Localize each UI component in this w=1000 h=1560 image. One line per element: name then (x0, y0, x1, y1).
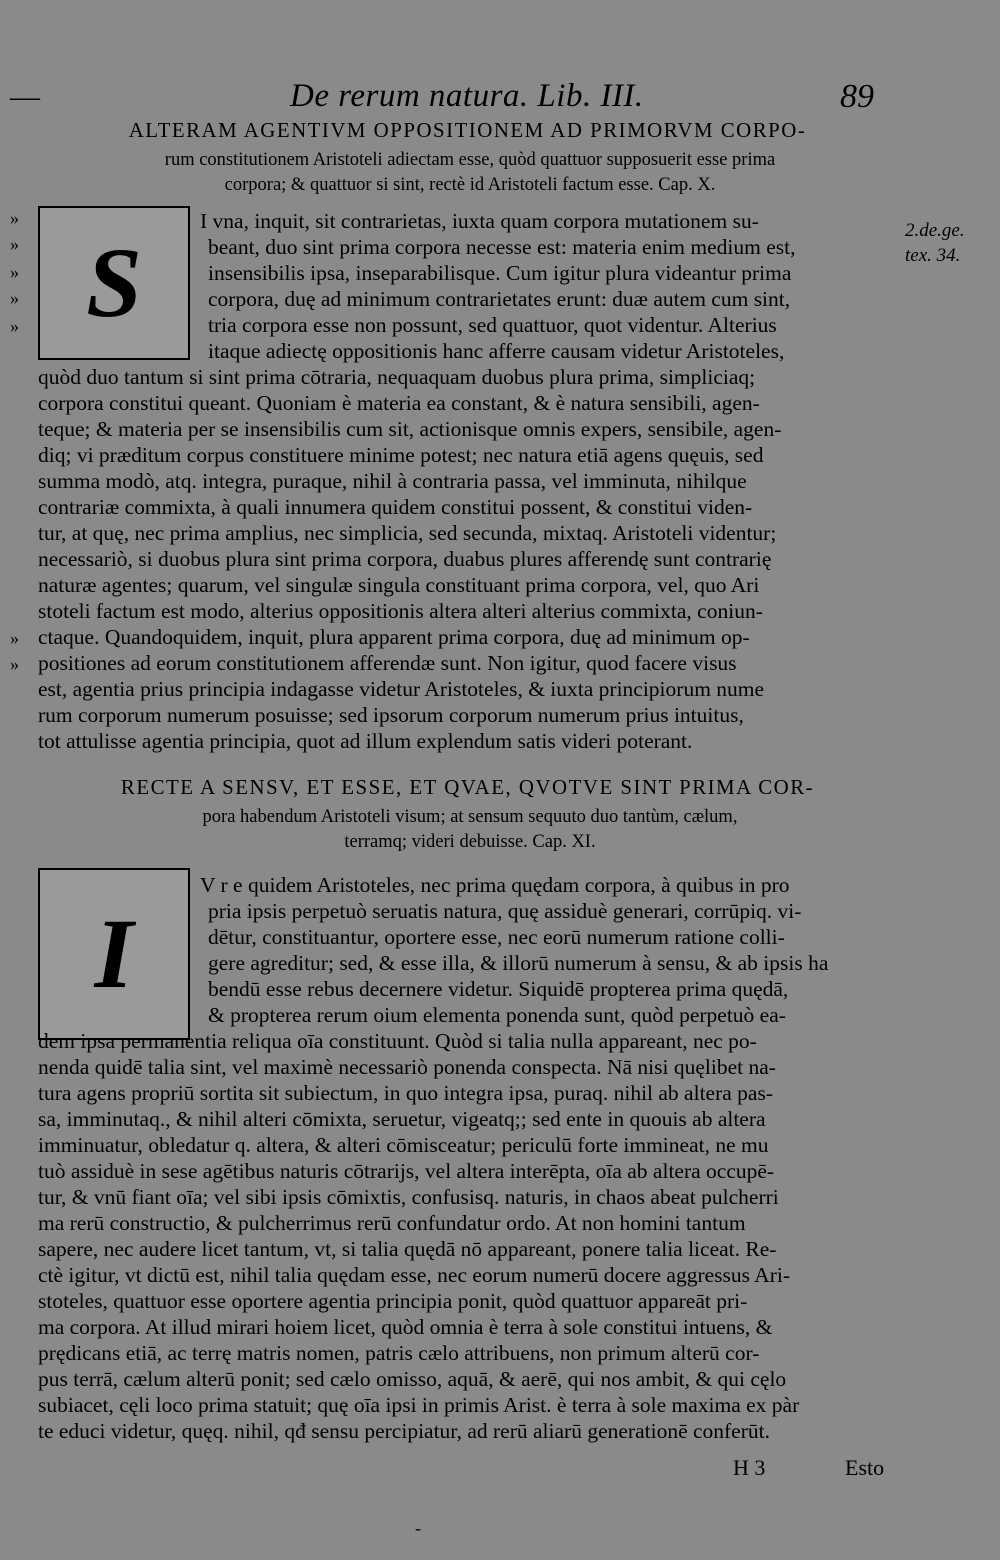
text-line: ma corpora. At illud mirari hoiem licet, quòd omnia è terra à sole constitui intuens, & (38, 1315, 773, 1339)
text-line: ma rerū constructio, & pulcherrimus rerū confundatur ordo. At non homini tantum (38, 1211, 746, 1235)
text-line: bendū esse rebus decernere videtur. Siquidē propterea prima quędā, (208, 977, 789, 1001)
text-line: naturæ agentes; quarum, vel singulæ singula constituant prima corpora, vel, quo Ari (38, 573, 760, 597)
text-line: imminuatur, obledatur q. altera, & alteri cōmisceatur; periculū forte immineat, ne mu (38, 1133, 769, 1157)
margin-note-ref-1: 2.de.ge. (905, 220, 965, 241)
text-line: tur, & vnū fiant oīa; vel sibi ipsis cōmixtis, confusisq. naturis, in chaos abeat pulcherri (38, 1185, 779, 1209)
quote-mark: » (10, 316, 19, 336)
text-line: insensibilis ipsa, inseparabilisque. Cum igitur plura videantur prima (208, 261, 792, 285)
page-number: 89 (840, 78, 874, 115)
chapter-11-subheading-2: terramq; videri debuisse. Cap. XI. (344, 832, 596, 852)
text-line: I vna, inquit, sit contrarietas, iuxta quam corpora mutationem su- (200, 209, 759, 233)
text-line: quòd duo tantum si sint prima cōtraria, nequaquam duobus plura prima, simpliciaq; (38, 365, 756, 389)
text-line: V r e quidem Aristoteles, nec prima quędam corpora, à quibus in pro (200, 873, 790, 897)
quote-mark: » (10, 628, 19, 648)
text-line: dētur, constituantur, oportere esse, nec eorū numerum ratione colli- (208, 925, 785, 949)
chapter-11-subheading-1: pora habendum Aristoteli visum; at sensum sequuto duo tantùm, cælum, (202, 807, 738, 827)
text-line: beant, duo sint prima corpora necesse est: materia enim medium est, (208, 235, 796, 259)
text-line: dem ipsa permanentia reliqua oīa constituunt. Quòd si talia nulla appareant, nec po- (38, 1029, 757, 1053)
chapter-11-heading: RECTE A SENSV, ET ESSE, ET QVAE, QVOTVE SINT PRIMA COR- (120, 775, 815, 799)
text-line: positiones ad eorum constitutionem afferendæ sunt. Non igitur, quod facere visus (38, 651, 737, 675)
text-line: tura agens propriū sortita sit subiectum, in quo integra ipsa, puraq. nihil ab altera pas- (38, 1081, 773, 1105)
text-line: stoteli factum est modo, alterius oppositionis altera alteri alterius commixta, coniun- (38, 599, 763, 623)
dropcap-i (38, 868, 190, 1040)
quote-mark: » (10, 234, 19, 254)
text-line: corpora constitui queant. Quoniam è materia ea constant, & è natura sensibili, agen- (38, 391, 760, 415)
chapter-10-subheading-2: corpora; & quattuor si sint, rectè id Aristoteli factum esse. Cap. X. (224, 175, 716, 195)
text-line: nenda quidē talia sint, vel maximè necessariò ponenda conspecta. Nā nisi quęlibet na- (38, 1055, 776, 1079)
quote-mark: » (10, 288, 19, 308)
text-line: corpora, duę ad minimum contrarietates erunt: duæ autem cum sint, (208, 287, 791, 311)
quote-mark: » (10, 208, 19, 228)
dropcap-letter: I (94, 898, 134, 1009)
margin-dash: — (10, 80, 40, 113)
signature-mark: H 3 (733, 1455, 766, 1480)
text-line: tot attulisse agentia principia, quot ad illum explendum satis videri poterant. (38, 729, 693, 753)
text-line: stoteles, quattuor esse oportere agentia principia ponit, quòd quattuor appareāt pri- (38, 1289, 748, 1313)
text-line: prędicans etiā, ac terrę matris nomen, patris cælo attribuens, non primum alterū cor- (38, 1341, 760, 1365)
text-line: sa, imminutaq., & nihil alteri cōmixta, seruetur, vigeatq;; sed ente in quouis ab altera (38, 1107, 766, 1131)
text-line: te educi videtur, quęq. nihil, qđ sensu percipiatur, ad rerū aliarū generationē conferūt. (38, 1419, 770, 1443)
chapter-10-subheading-1: rum constitutionem Aristoteli adiectam esse, quòd quattuor supposuerit esse prima (164, 150, 776, 170)
text-line: tur, at quę, nec prima amplius, nec simplicia, sed secunda, mixtaq. Aristoteli videntur; (38, 521, 777, 545)
text-line: gere agreditur; sed, & esse illa, & illorū numerum à sensu, & ab ipsis ha (208, 951, 829, 975)
margin-note-ref-2: tex. 34. (905, 245, 961, 266)
text-line: necessariò, si duobus plura sint prima corpora, duabus plures afferendę sunt contrarię (38, 547, 772, 571)
text-line: tria corpora esse non possunt, sed quattuor, quot videntur. Alterius (208, 313, 777, 337)
text-line: ctè igitur, vt dictū est, nihil talia quędam esse, nec eorum numerū docere aggressus Ari- (38, 1263, 791, 1287)
running-head: De rerum natura. Lib. III. (290, 78, 644, 114)
text-line: summa modò, atq. integra, puraque, nihil à contraria passa, vel imminuta, nihilque (38, 469, 747, 493)
text-line: subiacet, cęli loco prima statuit; quę oīa ipsi in primis Arist. è terra à sole maxima ex pàr (38, 1393, 800, 1417)
text-line: ctaque. Quandoquidem, inquit, plura apparent prima corpora, duę ad minimum op- (38, 625, 750, 649)
text-line: rum corporum numerum posuisse; sed ipsorum corporum numerum prius intuitus, (38, 703, 744, 727)
text-line: contrariæ commixta, à quali innumera quidem constitui possent, & constitui viden- (38, 495, 753, 519)
quote-mark: » (10, 654, 19, 674)
text-line: pus terrā, cælum alterū ponit; sed cælo omisso, aquā, & aerē, qui nos ambit, & qui cęlo (38, 1367, 787, 1391)
text-line: tuò assiduè in sese agētibus naturis cōtrarijs, vel altera interēpta, oīa ab altera occupē- (38, 1159, 775, 1183)
text-line: est, agentia prius principia indagasse videtur Aristoteles, & iuxta principiorum nume (38, 677, 765, 701)
text-line: & propterea rerum oium elementa ponenda sunt, quòd perpetuò ea- (208, 1003, 786, 1027)
quote-mark: » (10, 262, 19, 282)
chapter-10-heading: ALTERAM AGENTIVM OPPOSITIONEM AD PRIMORVM CORPO- (128, 118, 807, 142)
text-line: diq; vi prӕditum corpus constituere minime potest; nec natura etiā agens quęuis, sed (38, 443, 764, 467)
text-line: pria ipsis perpetuò seruatis natura, quę assiduè generari, corrūpiq. vi- (208, 899, 802, 923)
text-line: itaque adiectę oppositionis hanc afferre causam videtur Aristoteles, (208, 339, 785, 363)
text-line: teque; & materia per se insensibilis cum sit, actionisque omnis expers, sensibile, agen- (38, 417, 782, 441)
text-line: sapere, nec audere licet tantum, vt, si talia quędā nō appareant, ponere talia liceat. Re- (38, 1237, 777, 1261)
catchword: Esto (845, 1455, 885, 1480)
page-speck: - (415, 1518, 421, 1538)
dropcap-letter: S (86, 227, 142, 338)
dropcap-s (38, 206, 190, 360)
